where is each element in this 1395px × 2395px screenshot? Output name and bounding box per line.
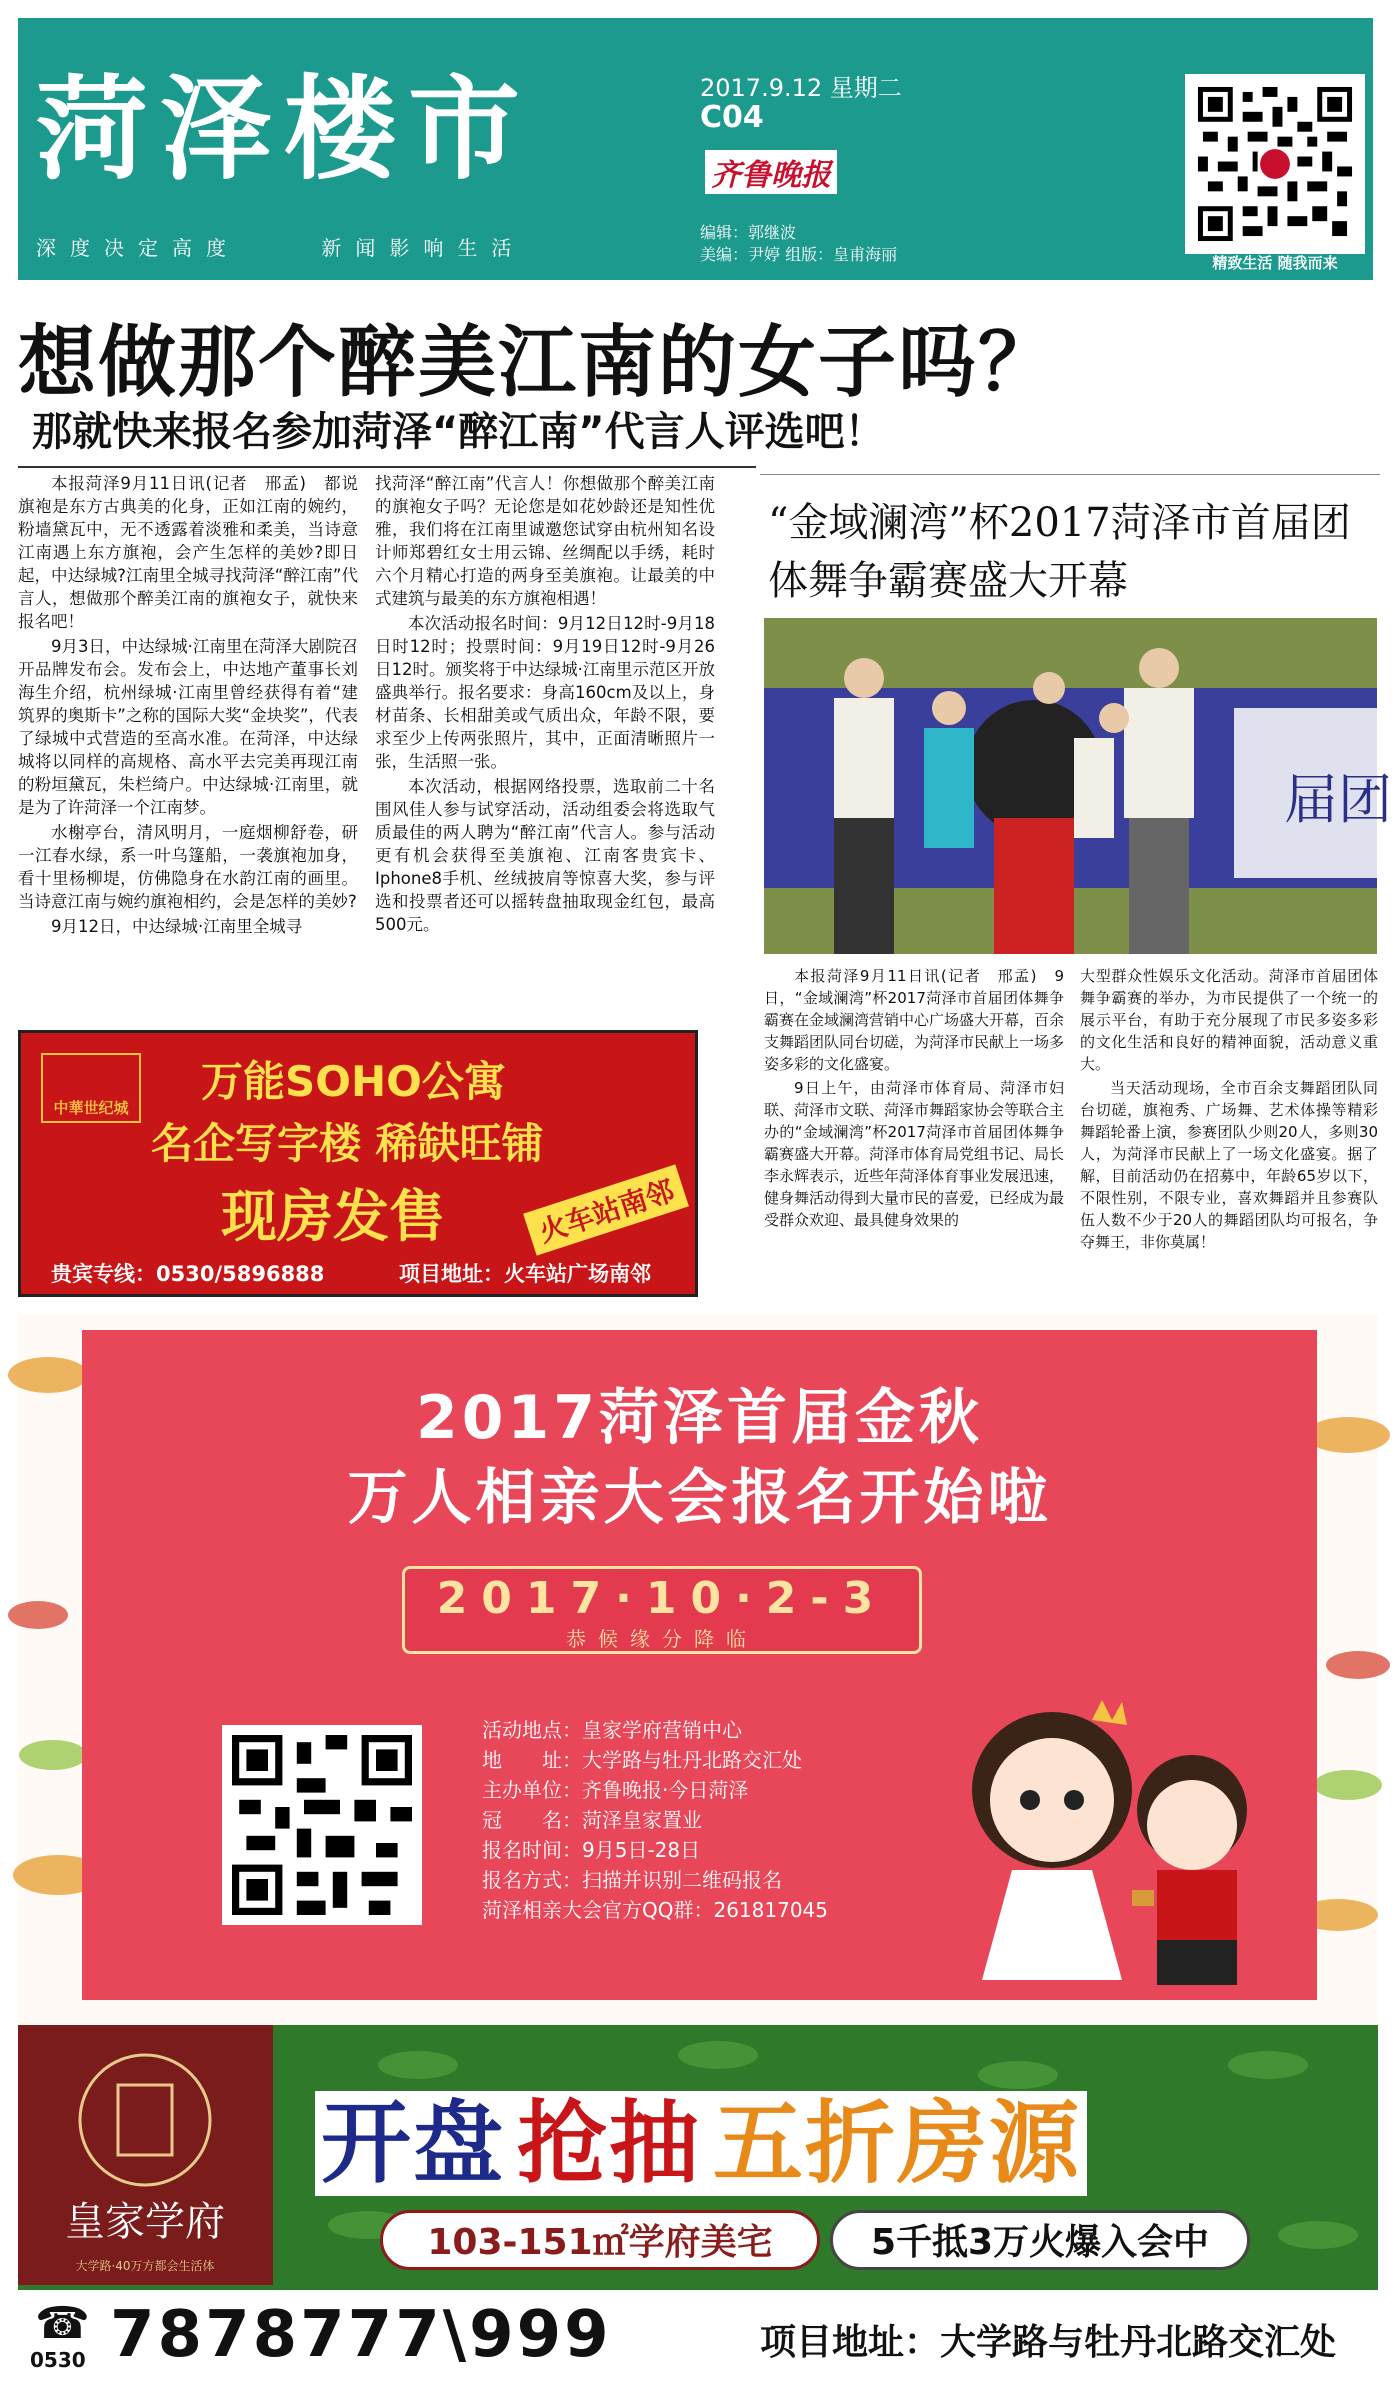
match-title-line-1: 2017菏泽首届金秋 [416,1383,983,1453]
paragraph: 当天活动现场，全市百余支舞蹈团队同台切磋，旗袍秀、广场舞、艺术体操等精彩舞蹈轮番上演，参赛团队少则20人，多则30人，为菏泽市民献上了一场文化盛宴。据了解，目前活动仍在招募中，年龄65岁以下，不限性别，不限专业，喜欢舞蹈并且参赛队伍人数不少于20人的舞蹈团队均可报名，争夺舞王，非你莫属！ [1080,1079,1378,1251]
estate-offer-pill: 5千抵3万火爆入会中 [830,2210,1250,2270]
editors-credit [700,222,897,266]
soho-line-3: 现房发售 [221,1185,445,1250]
paragraph: 水榭亭台，清风明月，一庭烟柳舒卷，研一江春水绿，系一叶乌篷船，一袭旗袍加身，看十里杨柳堤，仿佛隐身在水韵江南的画里。当诗意江南与婉约旗袍相约，会是怎样的美妙? [18,823,358,911]
page-number: C04 [700,100,764,135]
banner-text: 届团 [1284,768,1392,831]
headline-part-c: 五折房源 [707,2091,1087,2196]
article2-column-c [764,965,1064,1233]
ceremony-photo [764,618,1392,954]
paragraph: 本报菏泽9月11日讯(记者 邢孟) 9日，“金域澜湾”杯2017菏泽市首届团体舞争霸赛在金域澜湾营销中心广场盛大开幕，百余支舞蹈团队同台切磋，为菏泽市民献上一场多姿多彩的文化盛宴。 [764,967,1065,1073]
event-info-line: 报名方式：扫描并识别二维码报名 [482,1868,782,1892]
paper-name: 齐鲁晚报 [705,150,837,194]
phone-area-code: 0530 [30,2348,86,2372]
estate-phone-number[interactable]: 7878777\999 [110,2298,612,2372]
soho-line-2: 名企写字楼 稀缺旺铺 [151,1119,544,1168]
matchmaking-ad[interactable] [82,1330,1317,2000]
estate-logo [18,2025,273,2285]
event-info-line: 菏泽相亲大会官方QQ群：261817045 [482,1898,829,1922]
soho-line-1: 万能SOHO公寓 [201,1057,506,1106]
article1-column-a [18,472,358,940]
sub-headline: 那就快来报名参加菏泽“醉江南”代言人评选吧！ [32,409,885,455]
event-date: 2017·10·2-3 [436,1573,888,1624]
couple-illustration [942,1680,1302,1990]
qr-code-icon [1193,82,1357,246]
cartoon-couple-image [942,1680,1302,1990]
paragraph: 本次活动，根据网络投票，选取前二十名围风佳人参与试穿活动，活动组委会将选取气质最佳的两人聘为“醉江南”代言人。参与活动更有机会获得至美旗袍、江南客贵宾卡、Iphone8手机、丝绒披肩等惊喜大奖，参与评选和投票者还可以摇转盘抽取现金红包，最高500元。 [375,777,715,934]
masthead-logo: 菏泽楼市 [36,65,532,195]
soho-advertisement[interactable] [18,1030,698,1297]
brand-logo: 中華世纪城 [41,1053,141,1123]
qr-caption: 精致生活 随我而来 [1212,254,1338,272]
estate-headline [315,2070,1087,2200]
match-title-line-2: 万人相亲大会报名开始啦 [347,1463,1052,1533]
headline-divider [18,466,756,468]
editor-line: 编辑：郭继波 [700,223,797,242]
article2-title: “金域澜湾”杯2017菏泽市首届团体舞争霸赛盛大开幕 [768,500,1351,604]
event-info-line: 报名时间：9月5日-28日 [482,1838,701,1862]
event-info-line: 活动地点：皇家学府营销中心 [482,1718,742,1742]
paragraph: 大型群众性娱乐文化活动。菏泽市首届团体舞争霸赛的举办，为市民提供了一个统一的展示平台，有助于充分展现了市民多姿多彩的文化生活和良好的精神面貌，活动意义重大。 [1080,967,1378,1073]
estate-size-pill: 103-151㎡学府美宅 [380,2210,820,2270]
registration-qr-code[interactable] [222,1725,422,1925]
phone-icon: ☎ [35,2298,90,2349]
article2-divider [760,474,1380,475]
event-date-box [402,1566,922,1654]
event-info-line: 冠 名：菏泽皇家置业 [482,1808,702,1832]
paragraph: 找菏泽“醉江南”代言人！你想做那个醉美江南的旗袍女子吗？无论您是如花妙龄还是知性优雅，我们将在江南里诚邀您试穿由杭州知名设计师郑碧红女士用云锦、丝绸配以手绣，耗时六个月精心打造的两身至美旗袍。让最美的中式建筑与最美的东方旗袍相遇！ [375,474,715,608]
main-headline: 想做那个醉美江南的女子吗？ [18,318,1059,408]
royal-crest-icon [18,2025,273,2285]
event-slogan: 恭候缘分降临 [566,1627,758,1651]
estate-address: 项目地址：大学路与牡丹北路交汇处 [760,2322,1337,2363]
estate-slogan: 大学路·40万方都会生活体 [75,2259,215,2273]
masthead-qr-code[interactable] [1185,74,1365,254]
estate-name: 皇家学府 [65,2199,225,2245]
qr-code-icon [232,1735,412,1915]
article1-column-b [375,472,715,938]
headline-part-b: 抢抽 [511,2091,707,2196]
paragraph: 9月12日，中达绿城·江南里全城寻 [51,917,303,936]
paragraph: 本次活动报名时间：9月12日12时-9月18日时12时；投票时间：9月19日12时-9月26日12时。颁奖将于中达绿城·江南里示范区开放盛典举行。报名要求：身高160cm及以上，身材苗条、长相甜美或气质出众，年龄不限，要求至少上传两张照片，其中，正面清晰照片一张，生活照一张。 [375,614,715,771]
paragraph: 9日上午，由菏泽市体育局、菏泽市妇联、菏泽市文联、菏泽市舞蹈家协会等联合主办的“金域澜湾”杯2017菏泽市首届团体舞争霸赛盛大开幕。菏泽市体育局党组书记、局长李永辉表示，近些年菏泽体育事业发展迅速，健身舞活动得到大量市民的喜爱，已经成为最受群众欢迎、最具健身效果的 [764,1079,1065,1229]
paragraph: 本报菏泽9月11日讯(记者 邢孟) 都说旗袍是东方古典美的化身，正如江南的婉约，粉墙黛瓦中，无不透露着淡雅和柔美，当诗意江南遇上东方旗袍，会产生怎样的美妙?即日起，中达绿城?江南里全城寻找菏泽“醉江南”代言人，想做那个醉美江南的旗袍女子，就快来报名吧！ [18,474,358,631]
issue-date: 2017.9.12 星期二 [700,74,902,102]
designer-line: 美编：尹婷 组版：皇甫海丽 [700,245,898,264]
soho-address: 项目地址：火车站广场南邻 [399,1262,651,1286]
headline-part-a: 开盘 [315,2091,511,2196]
event-info-line: 主办单位：齐鲁晚报·今日菏泽 [482,1778,749,1802]
ceremony-photo-illustration [764,618,1392,954]
paragraph: 9月3日，中达绿城·江南里在菏泽大剧院召开品牌发布会。发布会上，中达地产董事长刘海生介绍，杭州绿城·江南里曾经获得有着“建筑界的奥斯卡”之称的国际大奖“金块奖”，代表了绿城中式营造的至高水准。在菏泽，中达绿城将以同样的高规格、高水平去完美再现江南的粉垣黛瓦，朱栏绮户。中达绿城·江南里，就是为了许菏泽一个江南梦。 [18,637,358,817]
event-info-line: 地 址：大学路与牡丹北路交汇处 [482,1748,802,1772]
location-badge: 火车站南邻 [523,1164,689,1255]
masthead-tagline: 深度决定高度 新闻影响生活 [36,236,526,260]
event-info-list [482,1715,828,1925]
article2-column-d [1080,965,1378,1255]
soho-hotline: 贵宾专线：0530/5896888 [51,1262,325,1286]
